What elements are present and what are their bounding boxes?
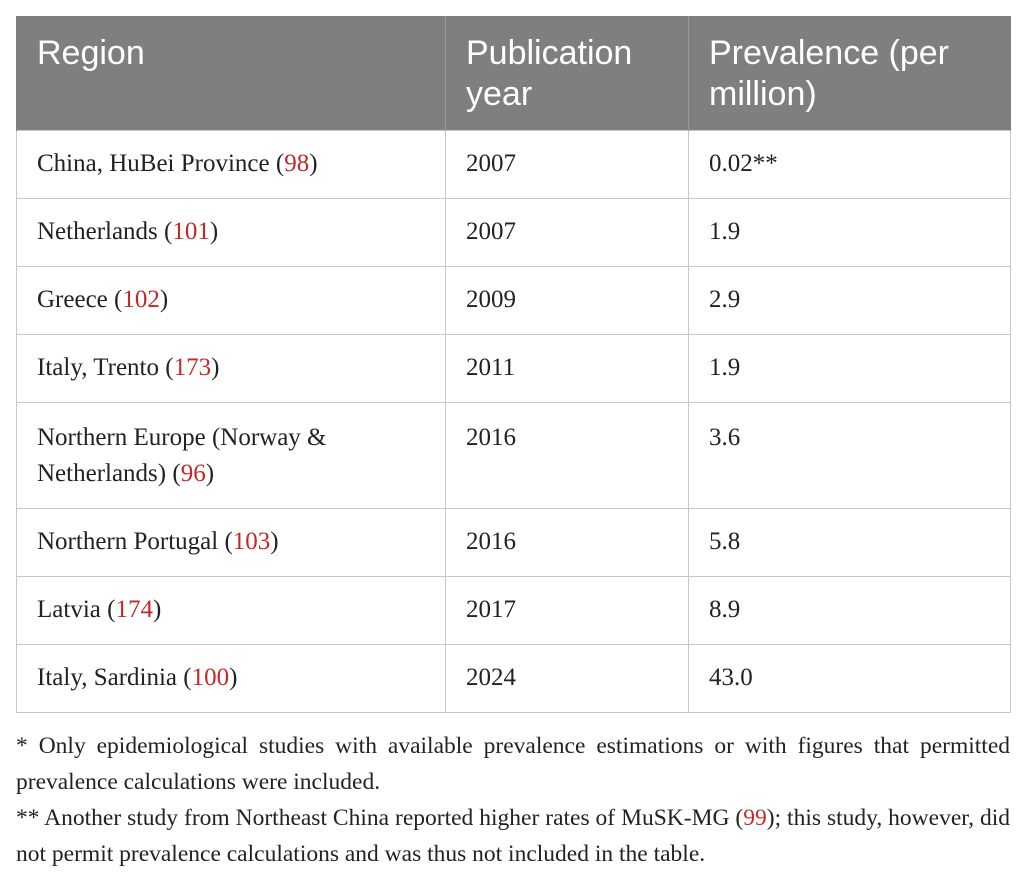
- region-text: Northern Europe (Norway & Netherlands) (: [37, 424, 327, 487]
- region-cell: [17, 645, 446, 713]
- header-region: Region: [17, 16, 446, 131]
- table-footnotes: [16, 728, 1010, 872]
- year-cell: 2009: [446, 267, 689, 335]
- header-prevalence: Prevalence (per million): [689, 16, 1011, 131]
- prevalence-cell: 1.9: [689, 335, 1011, 403]
- region-cell: [17, 509, 446, 577]
- prevalence-cell: 8.9: [689, 577, 1011, 645]
- footnote-2-text-end: ); this study, however, did not permit prevalence calculations and was thus not included in the table.: [16, 805, 1011, 867]
- region-cell: [17, 335, 446, 403]
- prevalence-table-container: [16, 16, 1010, 713]
- prevalence-cell: 1.9: [689, 199, 1011, 267]
- table-header: [17, 16, 1011, 131]
- table-body: [17, 131, 1011, 713]
- reference-link[interactable]: 102: [122, 286, 160, 313]
- prevalence-cell: 5.8: [689, 509, 1011, 577]
- region-text: Greece (: [37, 286, 123, 313]
- reference-link[interactable]: 103: [232, 528, 271, 555]
- region-cell: [17, 199, 446, 267]
- prevalence-cell: 43.0: [689, 645, 1011, 713]
- region-close: ): [229, 664, 238, 691]
- prevalence-cell: 0.02**: [689, 131, 1011, 199]
- region-close: ): [152, 596, 162, 623]
- footnote-2-text: ** Another study from Northeast China reported higher rates of MuSK-MG (: [16, 805, 744, 831]
- region-close: ): [159, 286, 169, 313]
- table-row: [17, 131, 1011, 199]
- region-close: ): [211, 354, 220, 381]
- footnote-1: * Only epidemiological studies with available prevalence estimations or with figures that permitted prevalence calculations were included.: [16, 733, 1010, 795]
- region-text: Italy, Trento (: [37, 354, 174, 381]
- reference-link[interactable]: 98: [284, 150, 310, 177]
- table-row: [17, 509, 1011, 577]
- table-row: [17, 199, 1011, 267]
- region-cell: [17, 131, 446, 199]
- table-row: [17, 335, 1011, 403]
- reference-link[interactable]: 101: [172, 218, 210, 245]
- header-publication-year: Publication year: [446, 16, 689, 131]
- reference-link[interactable]: 96: [180, 460, 206, 487]
- year-cell: 2024: [446, 645, 689, 713]
- table-row: [17, 577, 1011, 645]
- year-cell: 2016: [446, 403, 689, 509]
- region-cell: [17, 267, 446, 335]
- region-close: ): [205, 460, 215, 487]
- reference-link[interactable]: 99: [743, 805, 767, 831]
- reference-link[interactable]: 100: [191, 664, 230, 691]
- table-row: [17, 267, 1011, 335]
- year-cell: 2007: [446, 199, 689, 267]
- year-cell: 2016: [446, 509, 689, 577]
- footnote-2: [16, 800, 1010, 872]
- reference-link[interactable]: 174: [115, 596, 153, 623]
- prevalence-cell: 2.9: [689, 267, 1011, 335]
- region-text: China, HuBei Province (: [37, 150, 285, 177]
- region-close: ): [309, 150, 318, 177]
- region-cell: [17, 403, 446, 509]
- prevalence-table: [16, 16, 1011, 713]
- table-row: [17, 403, 1011, 509]
- prevalence-cell: 3.6: [689, 403, 1011, 509]
- region-close: ): [209, 218, 219, 245]
- header-row: [17, 16, 1011, 131]
- reference-link[interactable]: 173: [173, 354, 212, 381]
- region-text: Latvia (: [37, 596, 116, 623]
- year-cell: 2011: [446, 335, 689, 403]
- year-cell: 2017: [446, 577, 689, 645]
- region-text: Italy, Sardinia (: [37, 664, 192, 691]
- region-close: ): [270, 528, 279, 555]
- region-cell: [17, 577, 446, 645]
- region-text: Netherlands (: [37, 218, 173, 245]
- table-row: [17, 645, 1011, 713]
- year-cell: 2007: [446, 131, 689, 199]
- region-text: Northern Portugal (: [37, 528, 233, 555]
